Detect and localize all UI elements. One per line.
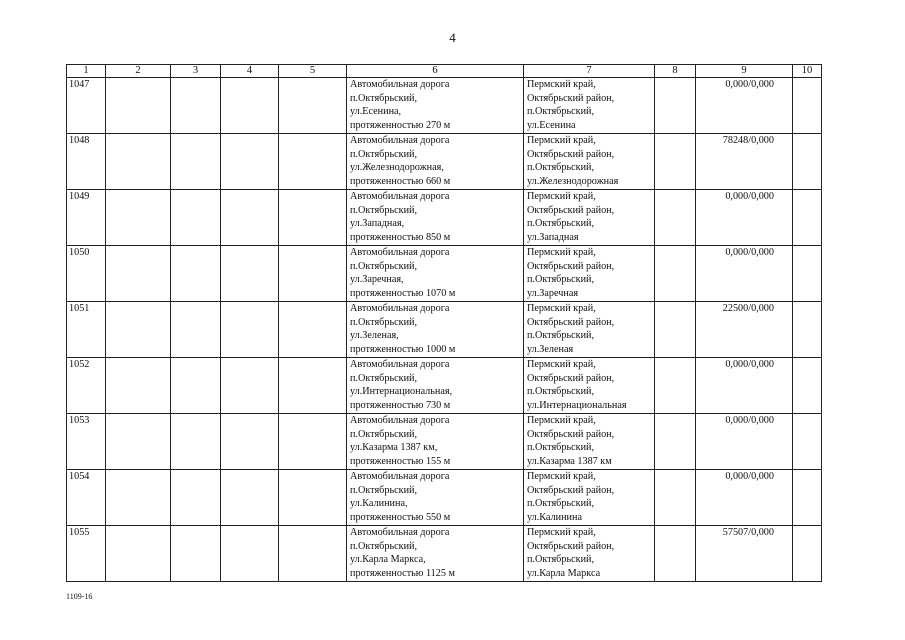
empty-cell <box>221 526 279 582</box>
address-line: Октябрьский район, <box>527 92 615 104</box>
empty-cell <box>279 302 347 358</box>
table-body <box>67 78 822 582</box>
address-line: Октябрьский район, <box>527 204 615 216</box>
value-cell: 57507/0,000 <box>696 526 793 582</box>
address-line: Октябрьский район, <box>527 372 615 384</box>
road-name-line: ул.Зеленая, <box>350 330 399 342</box>
empty-cell <box>793 470 822 526</box>
empty-cell <box>171 526 221 582</box>
road-name-line: протяженностью 730 м <box>350 399 451 411</box>
column-header: 10 <box>793 65 822 78</box>
empty-cell <box>793 134 822 190</box>
road-name-cell <box>347 414 524 470</box>
table-row <box>67 358 822 414</box>
address-line: Пермский край, <box>527 303 596 314</box>
road-name-line: ул.Карла Маркса, <box>350 554 426 566</box>
empty-cell <box>221 78 279 134</box>
row-number-cell: 1050 <box>67 246 106 302</box>
table-row <box>67 302 822 358</box>
address-line: Пермский край, <box>527 247 596 258</box>
address-cell <box>524 190 655 246</box>
road-name-line: Автомобильная дорога <box>350 415 450 426</box>
row-number-cell: 1047 <box>67 78 106 134</box>
address-line: Октябрьский район, <box>527 428 615 440</box>
road-name-line: п.Октябрьский, <box>350 148 418 160</box>
empty-cell <box>106 190 171 246</box>
empty-cell <box>171 470 221 526</box>
empty-cell <box>221 358 279 414</box>
column-header: 8 <box>655 65 696 78</box>
column-header: 5 <box>279 65 347 78</box>
empty-cell <box>279 414 347 470</box>
address-line: Пермский край, <box>527 359 596 370</box>
road-name-line: протяженностью 660 м <box>350 175 451 187</box>
road-name-cell <box>347 190 524 246</box>
table-row <box>67 470 822 526</box>
empty-cell <box>171 190 221 246</box>
column-header: 9 <box>696 65 793 78</box>
road-name-line: Автомобильная дорога <box>350 527 450 538</box>
road-name-line: ул.Западная, <box>350 218 405 230</box>
value-cell: 22500/0,000 <box>696 302 793 358</box>
document-code: 1109-16 <box>66 592 93 601</box>
road-name-line: Автомобильная дорога <box>350 303 450 314</box>
road-name-line: Автомобильная дорога <box>350 79 450 90</box>
empty-cell <box>221 470 279 526</box>
road-name-line: Автомобильная дорога <box>350 471 450 482</box>
address-cell <box>524 246 655 302</box>
road-name-cell <box>347 302 524 358</box>
row-number-cell: 1051 <box>67 302 106 358</box>
column-header: 3 <box>171 65 221 78</box>
address-line: ул.Интернациональная <box>527 399 627 411</box>
empty-cell <box>655 470 696 526</box>
empty-cell <box>106 246 171 302</box>
value-cell: 78248/0,000 <box>696 134 793 190</box>
value-cell: 0,000/0,000 <box>696 414 793 470</box>
address-line: п.Октябрьский, <box>527 162 595 174</box>
empty-cell <box>655 358 696 414</box>
empty-cell <box>106 526 171 582</box>
value-cell: 0,000/0,000 <box>696 246 793 302</box>
empty-cell <box>171 358 221 414</box>
value-cell: 0,000/0,000 <box>696 358 793 414</box>
empty-cell <box>655 134 696 190</box>
empty-cell <box>279 246 347 302</box>
empty-cell <box>279 358 347 414</box>
empty-cell <box>655 78 696 134</box>
page-number: 4 <box>449 30 456 45</box>
address-cell <box>524 134 655 190</box>
empty-cell <box>655 414 696 470</box>
row-number-cell: 1055 <box>67 526 106 582</box>
value-cell: 0,000/0,000 <box>696 470 793 526</box>
empty-cell <box>279 526 347 582</box>
row-number-cell: 1053 <box>67 414 106 470</box>
road-name-line: ул.Казарма 1387 км, <box>350 442 438 454</box>
empty-cell <box>279 470 347 526</box>
empty-cell <box>655 246 696 302</box>
road-name-line: Автомобильная дорога <box>350 135 450 146</box>
table-row <box>67 414 822 470</box>
road-name-cell <box>347 78 524 134</box>
road-name-line: п.Октябрьский, <box>350 204 418 216</box>
column-header: 7 <box>524 65 655 78</box>
address-line: Октябрьский район, <box>527 148 615 160</box>
row-number-cell: 1052 <box>67 358 106 414</box>
empty-cell <box>793 190 822 246</box>
empty-cell <box>655 190 696 246</box>
empty-cell <box>171 302 221 358</box>
address-line: ул.Есенина <box>527 119 576 131</box>
road-name-line: ул.Заречная, <box>350 274 404 286</box>
address-line: ул.Карла Маркса <box>527 567 601 579</box>
address-line: п.Октябрьский, <box>527 106 595 118</box>
road-name-line: п.Октябрьский, <box>350 372 418 384</box>
address-line: Пермский край, <box>527 527 596 538</box>
address-cell <box>524 414 655 470</box>
road-name-line: ул.Калинина, <box>350 498 408 510</box>
road-name-line: протяженностью 1000 м <box>350 343 456 355</box>
empty-cell <box>279 78 347 134</box>
empty-cell <box>793 78 822 134</box>
value-cell: 0,000/0,000 <box>696 78 793 134</box>
road-name-line: п.Октябрьский, <box>350 540 418 552</box>
road-name-cell <box>347 358 524 414</box>
road-name-line: ул.Есенина, <box>350 106 402 118</box>
road-name-line: протяженностью 1125 м <box>350 567 455 579</box>
road-name-line: протяженностью 550 м <box>350 511 451 523</box>
address-cell <box>524 78 655 134</box>
address-line: п.Октябрьский, <box>527 330 595 342</box>
empty-cell <box>171 134 221 190</box>
empty-cell <box>171 414 221 470</box>
address-line: п.Октябрьский, <box>527 498 595 510</box>
empty-cell <box>106 470 171 526</box>
empty-cell <box>655 526 696 582</box>
value-cell: 0,000/0,000 <box>696 190 793 246</box>
address-line: ул.Железнодорожная <box>527 175 619 187</box>
road-name-cell <box>347 526 524 582</box>
road-name-line: Автомобильная дорога <box>350 359 450 370</box>
empty-cell <box>221 134 279 190</box>
address-line: Октябрьский район, <box>527 316 615 328</box>
road-name-line: п.Октябрьский, <box>350 484 418 496</box>
column-header: 4 <box>221 65 279 78</box>
address-line: ул.Калинина <box>527 511 582 523</box>
address-line: п.Октябрьский, <box>527 554 595 566</box>
address-line: Пермский край, <box>527 135 596 146</box>
empty-cell <box>793 414 822 470</box>
road-name-line: п.Октябрьский, <box>350 316 418 328</box>
address-line: Октябрьский район, <box>527 260 615 272</box>
column-header: 2 <box>106 65 171 78</box>
address-line: ул.Заречная <box>527 287 579 299</box>
header-row <box>67 65 822 78</box>
address-line: Пермский край, <box>527 471 596 482</box>
address-line: Октябрьский район, <box>527 484 615 496</box>
address-cell <box>524 470 655 526</box>
column-header: 1 <box>67 65 106 78</box>
empty-cell <box>793 246 822 302</box>
empty-cell <box>221 246 279 302</box>
road-name-line: п.Октябрьский, <box>350 260 418 272</box>
empty-cell <box>655 302 696 358</box>
road-name-line: п.Октябрьский, <box>350 92 418 104</box>
road-name-line: протяженностью 850 м <box>350 231 451 243</box>
road-name-line: ул.Интернациональная, <box>350 386 453 398</box>
address-line: п.Октябрьский, <box>527 274 595 286</box>
table-row <box>67 526 822 582</box>
row-number-cell: 1049 <box>67 190 106 246</box>
row-number-cell: 1048 <box>67 134 106 190</box>
road-name-line: протяженностью 155 м <box>350 455 451 467</box>
empty-cell <box>106 414 171 470</box>
column-header: 6 <box>347 65 524 78</box>
empty-cell <box>106 358 171 414</box>
empty-cell <box>171 246 221 302</box>
road-name-line: ул.Железнодорожная, <box>350 162 444 174</box>
address-line: ул.Западная <box>527 231 579 243</box>
road-name-line: п.Октябрьский, <box>350 428 418 440</box>
road-name-cell <box>347 246 524 302</box>
empty-cell <box>106 302 171 358</box>
address-cell <box>524 358 655 414</box>
address-line: Пермский край, <box>527 79 596 90</box>
road-name-line: протяженностью 270 м <box>350 119 451 131</box>
empty-cell <box>793 526 822 582</box>
empty-cell <box>106 134 171 190</box>
empty-cell <box>221 302 279 358</box>
empty-cell <box>221 190 279 246</box>
address-line: Пермский край, <box>527 191 596 202</box>
empty-cell <box>279 134 347 190</box>
address-cell <box>524 526 655 582</box>
address-cell <box>524 302 655 358</box>
address-line: Пермский край, <box>527 415 596 426</box>
empty-cell <box>279 190 347 246</box>
address-line: п.Октябрьский, <box>527 442 595 454</box>
road-name-line: протяженностью 1070 м <box>350 287 456 299</box>
address-line: ул.Казарма 1387 км <box>527 455 612 467</box>
table-row <box>67 78 822 134</box>
table-row <box>67 190 822 246</box>
address-line: Октябрьский район, <box>527 540 615 552</box>
road-name-cell <box>347 470 524 526</box>
address-line: п.Октябрьский, <box>527 386 595 398</box>
empty-cell <box>221 414 279 470</box>
row-number-cell: 1054 <box>67 470 106 526</box>
table-row <box>67 246 822 302</box>
empty-cell <box>793 302 822 358</box>
table-row <box>67 134 822 190</box>
road-name-line: Автомобильная дорога <box>350 191 450 202</box>
address-line: п.Октябрьский, <box>527 218 595 230</box>
empty-cell <box>106 78 171 134</box>
address-line: ул.Зеленая <box>527 343 574 355</box>
road-name-line: Автомобильная дорога <box>350 247 450 258</box>
empty-cell <box>793 358 822 414</box>
road-name-cell <box>347 134 524 190</box>
empty-cell <box>171 78 221 134</box>
registry-table <box>66 64 822 582</box>
